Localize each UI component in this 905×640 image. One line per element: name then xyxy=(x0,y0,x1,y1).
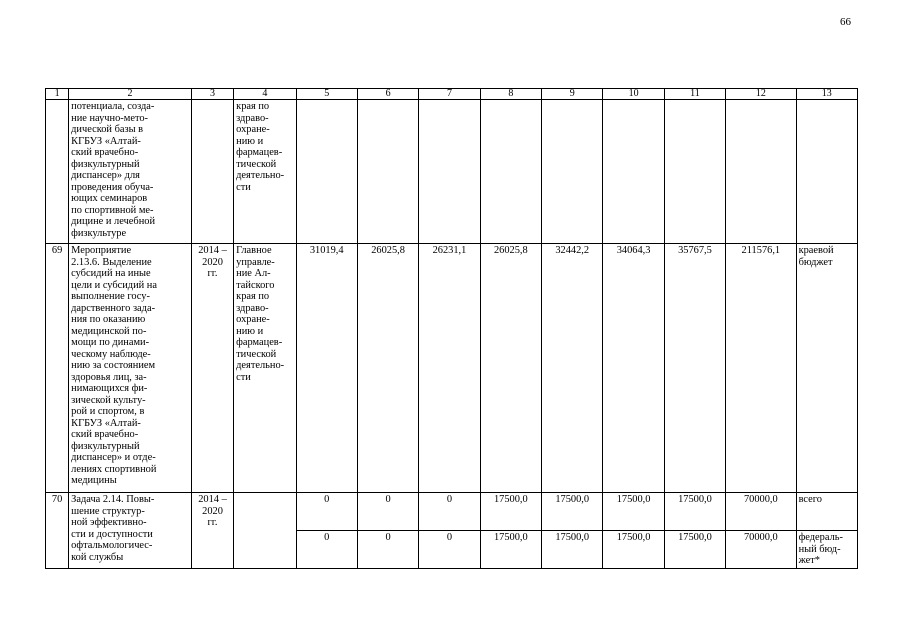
value-cell: 34064,3 xyxy=(603,244,664,493)
value-cell: 0 xyxy=(419,493,480,531)
value-cell: 31019,4 xyxy=(296,244,357,493)
value-cell: 0 xyxy=(296,531,357,569)
value-cell: 17500,0 xyxy=(664,493,725,531)
header-cell: 3 xyxy=(191,89,233,100)
value-cell: 0 xyxy=(357,493,418,531)
value-cell: 26025,8 xyxy=(480,244,541,493)
header-cell: 9 xyxy=(542,89,603,100)
value-cell: 35767,5 xyxy=(664,244,725,493)
table-row-70 xyxy=(46,493,858,531)
funding-source: всего xyxy=(796,493,857,531)
value-cell: 70000,0 xyxy=(726,493,796,531)
header-cell: 6 xyxy=(357,89,418,100)
funding-source: краевой бюджет xyxy=(796,244,857,493)
value-cell: 26231,1 xyxy=(419,244,480,493)
table-row-continuation xyxy=(46,100,858,244)
header-cell: 4 xyxy=(234,89,296,100)
row-number: 70 xyxy=(46,493,69,569)
budget-table xyxy=(45,88,858,569)
value-cell: 211576,1 xyxy=(726,244,796,493)
period-cell: 2014 – 2020 гг. xyxy=(191,244,233,493)
period-cell: 2014 – 2020 гг. xyxy=(191,493,233,569)
activity-description: потенциала, созда- ние научно-мето- дической базы в КГБУЗ «Алтай- ский врачебно- физкультурный диспансер» для проведения обуча- ющих семинаров по спортивной ме- дицине и лечебной физкультуре xyxy=(69,100,192,244)
value-cell: 17500,0 xyxy=(603,493,664,531)
header-cell: 7 xyxy=(419,89,480,100)
header-cell: 11 xyxy=(664,89,725,100)
value-cell: 17500,0 xyxy=(480,531,541,569)
header-cell: 10 xyxy=(603,89,664,100)
value-cell: 0 xyxy=(419,531,480,569)
value-cell: 17500,0 xyxy=(664,531,725,569)
header-cell: 13 xyxy=(796,89,857,100)
value-cell: 0 xyxy=(357,531,418,569)
header-cell: 8 xyxy=(480,89,541,100)
value-cell: 0 xyxy=(296,493,357,531)
activity-description: Задача 2.14. Повы- шение структур- ной эффективно- сти и доступности офтальмологичес- кой службы xyxy=(69,493,192,569)
page-number: 66 xyxy=(840,16,851,28)
activity-description: Мероприятие 2.13.6. Выделение субсидий на иные цели и субсидий на выполнение госу- дарственного зада- ния по оказанию медицинской по- мощи по динами- ческому наблюде- нию за состоянием здоровья лиц, за- нимающихся фи- зической культу- рой и спортом, в КГБУЗ «Алтай- ский врачебно- физкультурный диспансер» и отде- лениях спортивной медицины xyxy=(69,244,192,493)
executor-cell xyxy=(234,493,296,569)
value-cell: 17500,0 xyxy=(603,531,664,569)
executor-cell: края по здраво- охране- нию и фармацев- тической деятельно- сти xyxy=(234,100,296,244)
header-cell: 12 xyxy=(726,89,796,100)
executor-cell: Главное управле- ние Ал- тайского края по здраво- охране- нию и фармацев- тической деятельно- сти xyxy=(234,244,296,493)
header-cell: 5 xyxy=(296,89,357,100)
value-cell: 17500,0 xyxy=(480,493,541,531)
header-row xyxy=(46,89,858,100)
row-number: 69 xyxy=(46,244,69,493)
value-cell: 32442,2 xyxy=(542,244,603,493)
table-row-69 xyxy=(46,244,858,493)
header-cell: 2 xyxy=(69,89,192,100)
value-cell: 26025,8 xyxy=(357,244,418,493)
value-cell: 70000,0 xyxy=(726,531,796,569)
value-cell: 17500,0 xyxy=(542,531,603,569)
header-cell: 1 xyxy=(46,89,69,100)
funding-source: федераль- ный бюд- жет* xyxy=(796,531,857,569)
value-cell: 17500,0 xyxy=(542,493,603,531)
